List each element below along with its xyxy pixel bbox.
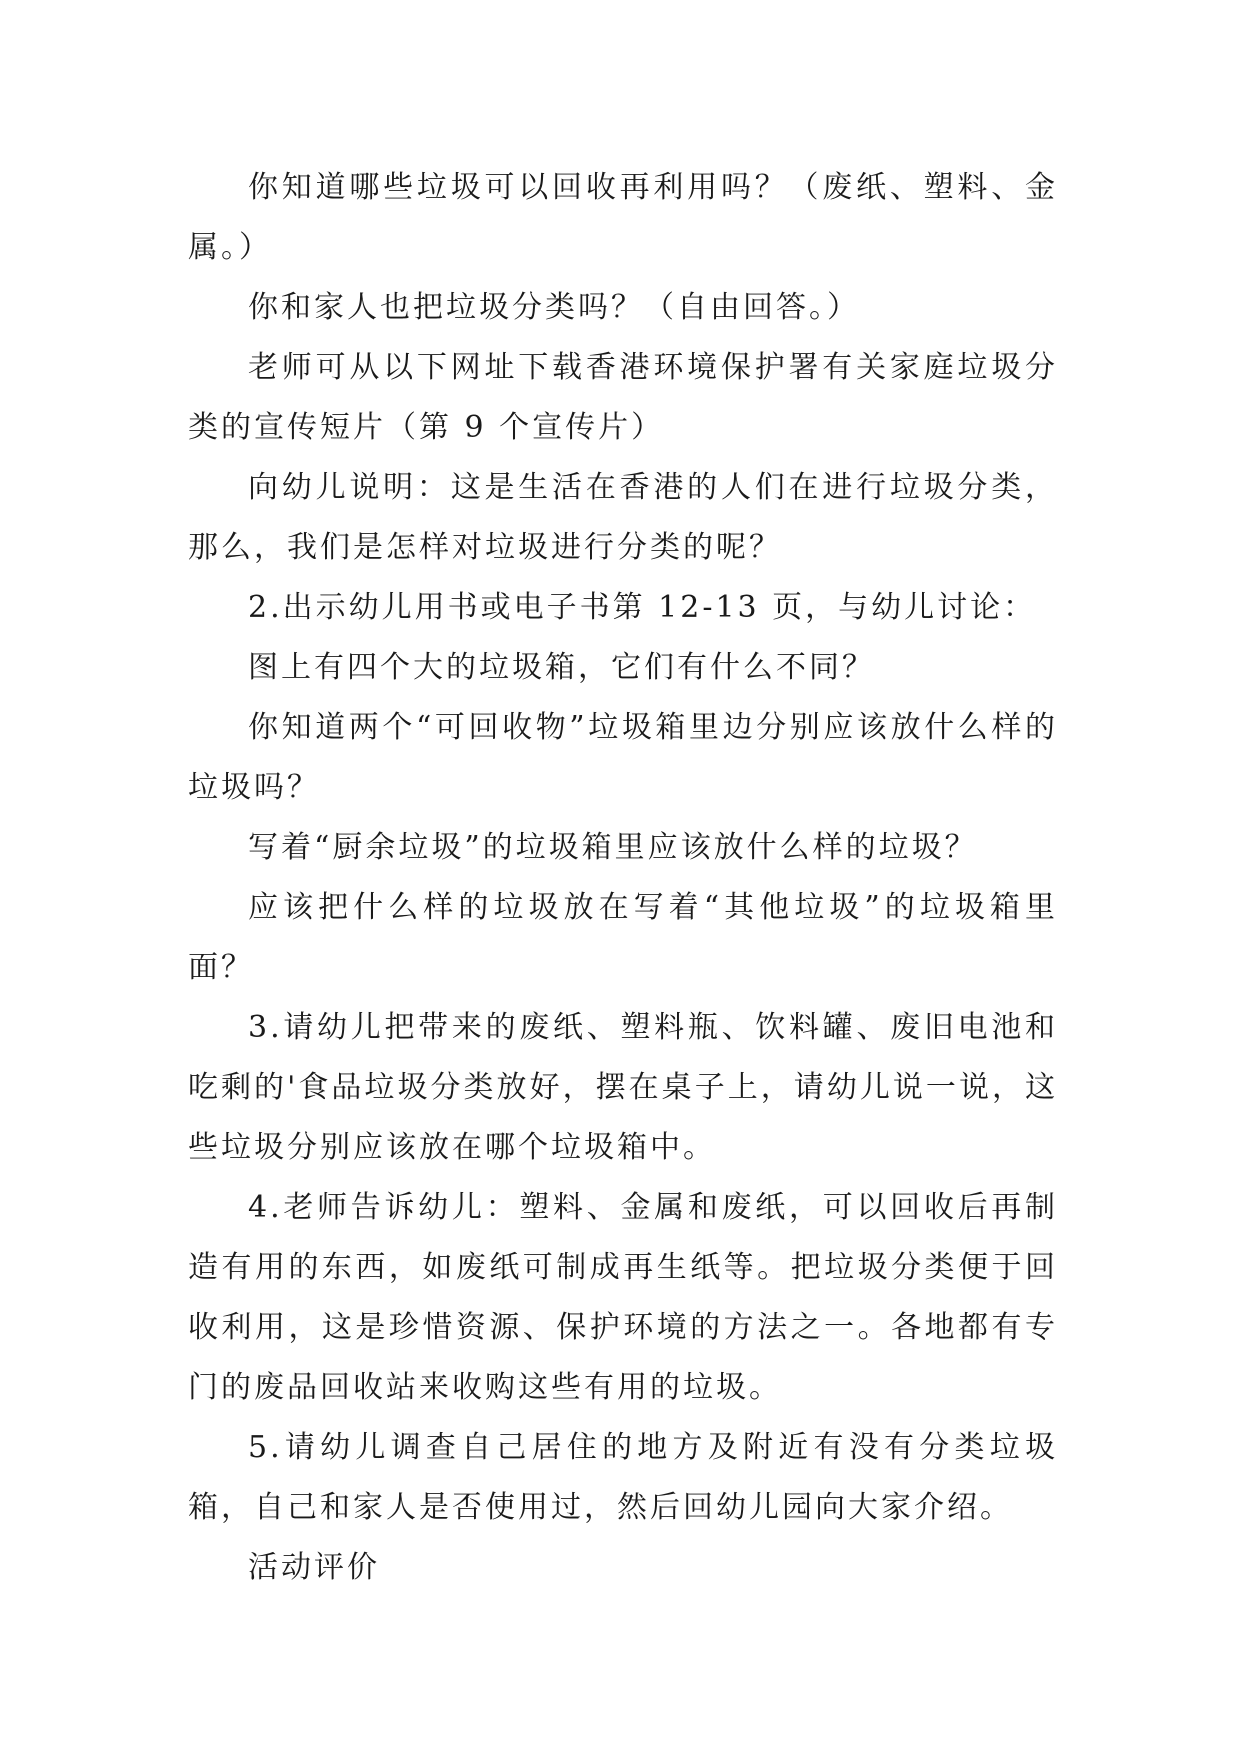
paragraph-recyclables-bin-question: 你知道两个“可回收物”垃圾箱里边分别应该放什么样的垃圾吗？ bbox=[188, 710, 1058, 805]
paragraph-teacher-download-note: 老师可从以下网址下载香港环境保护署有关家庭垃圾分类的宣传短片（第 9 个宣传片） bbox=[188, 350, 1058, 445]
paragraph-other-waste-question: 应该把什么样的垃圾放在写着“其他垃圾”的垃圾箱里面？ bbox=[188, 890, 1058, 985]
paragraph-step-5: 5.请幼儿调查自己居住的地方及附近有没有分类垃圾箱，自己和家人是否使用过，然后回幼儿园向大家介绍。 bbox=[188, 1430, 1058, 1525]
document-body bbox=[188, 158, 1058, 1598]
paragraph-family-sorting-question: 你和家人也把垃圾分类吗？（自由回答。） bbox=[248, 290, 860, 325]
paragraph-four-bins-question: 图上有四个大的垃圾箱，它们有什么不同？ bbox=[248, 650, 875, 685]
section-heading-activity-evaluation: 活动评价 bbox=[248, 1550, 380, 1585]
paragraph-step-4: 4.老师告诉幼儿：塑料、金属和废纸，可以回收后再制造有用的东西，如废纸可制成再生纸等。把垃圾分类便于回收利用，这是珍惜资源、保护环境的方法之一。各地都有专门的废品回收站来收购这些有用的垃圾。 bbox=[188, 1190, 1058, 1405]
paragraph-explain-to-children: 向幼儿说明：这是生活在香港的人们在进行垃圾分类，那么，我们是怎样对垃圾进行分类的呢？ bbox=[188, 470, 1058, 565]
paragraph-kitchen-waste-question: 写着“厨余垃圾”的垃圾箱里应该放什么样的垃圾？ bbox=[248, 830, 978, 865]
paragraph-step-3: 3.请幼儿把带来的废纸、塑料瓶、饮料罐、废旧电池和吃剩的'食品垃圾分类放好，摆在桌子上，请幼儿说一说，这些垃圾分别应该放在哪个垃圾箱中。 bbox=[188, 1010, 1058, 1165]
paragraph-step-2: 2.出示幼儿用书或电子书第 12-13 页，与幼儿讨论： bbox=[248, 590, 1037, 625]
paragraph-recyclable-question: 你知道哪些垃圾可以回收再利用吗？（废纸、塑料、金属。） bbox=[188, 170, 1058, 265]
